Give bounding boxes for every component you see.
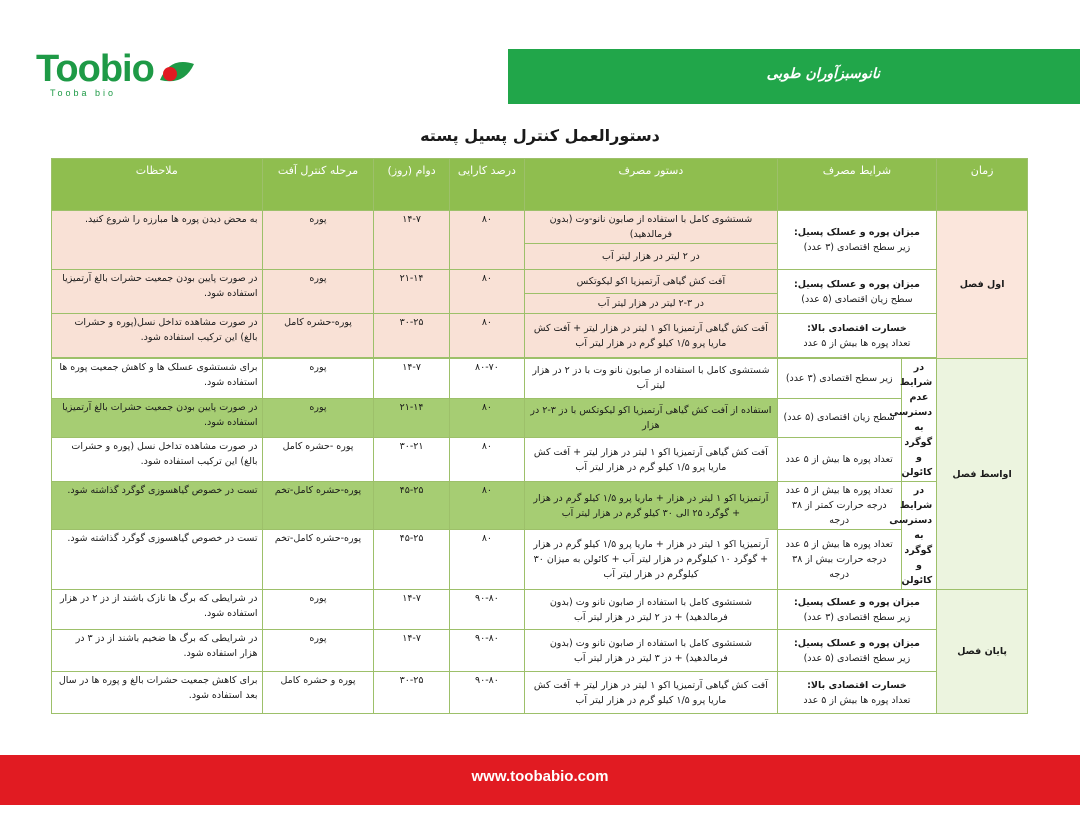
stage-cell: پوره-حشره کامل-تخم	[262, 482, 374, 530]
table-row	[52, 530, 1028, 590]
header-dose: دستور مصرف	[525, 159, 778, 211]
notes-cell: به محض دیدن پوره ها مبارزه را شروع کنید.	[52, 211, 263, 270]
table-row	[52, 359, 1028, 399]
dose-cell: آفت کش گیاهی آرتمیزیا اکو ۱ لیتر در هزار لیتر + آفت کش ماریا پرو ۱/۵ کیلو گرم در هزار لیتر آب	[525, 672, 778, 714]
efficiency-cell: ۹۰-۸۰	[449, 630, 524, 672]
efficiency-cell: ۸۰	[449, 270, 524, 314]
efficiency-cell: ۸۰	[449, 438, 524, 482]
stage-cell: پوره	[262, 590, 374, 630]
notes-cell: در شرایطی که برگ ها نازک باشند از دز ۲ در هزار استفاده شود.	[52, 590, 263, 630]
table-row	[52, 438, 1028, 482]
efficiency-cell: ۹۰-۸۰	[449, 590, 524, 630]
table-header-row	[52, 159, 1028, 211]
footer-bar	[0, 755, 1080, 805]
notes-cell: در صورت پایین بودن جمعیت حشرات بالغ آرتمیزیا استفاده شود.	[52, 398, 263, 438]
table-row	[52, 590, 1028, 630]
stage-cell: پوره و حشره کامل	[262, 672, 374, 714]
stage-cell: پوره	[262, 630, 374, 672]
page-title: دستورالعمل کنترل پسیل پسته	[420, 126, 660, 145]
website-link[interactable]: www.toobabio.com	[471, 768, 609, 785]
dose-cell: شستشوی کامل با استفاده از صابون نانو-وت (بدون فرمالدهید)	[525, 211, 778, 244]
header-time: زمان	[937, 159, 1028, 211]
efficiency-cell: ۸۰-۷۰	[449, 359, 524, 399]
condition-cell: خسارت اقتصادی بالا: تعداد پوره ها بیش از ۵ عدد	[777, 314, 937, 358]
notes-cell: تست در خصوص گیاهسوزی گوگرد گذاشته شود.	[52, 482, 263, 530]
dose-cell: شستشوی کامل با استفاده از صابون نانو وت (بدون فرمالدهید) + دز ۳ لیتر در هزار لیتر آب	[525, 630, 778, 672]
dose-cell: آفت کش گیاهی آرتمیزیا اکو ۱ لیتر در هزار لیتر + آفت کش ماریا پرو ۱/۵ کیلو گرم در هزار لیتر آب	[525, 314, 778, 358]
notes-cell: برای شستشوی عسلک ها و کاهش جمعیت پوره ها استفاده شود.	[52, 359, 263, 399]
condition-cell: تعداد پوره ها بیش از ۵ عدد	[777, 438, 901, 482]
table-row	[52, 314, 1028, 358]
condition-cell: خسارت اقتصادی بالا: تعداد پوره ها بیش از ۵ عدد	[777, 672, 937, 714]
leaf-icon	[156, 58, 196, 88]
logo-wordmark: Toobio	[36, 48, 154, 90]
dose-cell: استفاده از آفت کش گیاهی آرتمیزیا اکو لیکوتکس با دز ۳-۲ در هزار	[525, 398, 778, 438]
dose-cell: آفت کش گیاهی آرتمیزیا اکو ۱ لیتر در هزار لیتر + آفت کش ماریا پرو ۱/۵ کیلو گرم در هزار لیتر آب	[525, 438, 778, 482]
condition-cell: میزان پوره و عسلک پسیل: زیر سطح اقتصادی (۵ عدد)	[777, 630, 937, 672]
duration-cell: ۳۰-۲۱	[374, 438, 449, 482]
efficiency-cell: ۸۰	[449, 482, 524, 530]
stage-cell: پوره	[262, 270, 374, 314]
toobio-logo	[36, 50, 196, 110]
dose-cell: شستشوی کامل با استفاده از صابون نانو وت (بدون فرمالدهید) + دز ۲ لیتر در هزار لیتر آب	[525, 590, 778, 630]
header-stage: مرحله کنترل آفت	[262, 159, 374, 211]
dose-cell: در ۳-۲ لیتر در هزار لیتر آب	[525, 294, 778, 314]
table-row	[52, 672, 1028, 714]
notes-cell: تست در خصوص گیاهسوزی گوگرد گذاشته شود.	[52, 530, 263, 590]
stage-cell: پوره	[262, 211, 374, 270]
header-efficiency: درصد کارایی	[449, 159, 524, 211]
stage-cell: پوره	[262, 359, 374, 399]
duration-cell: ۱۴-۷	[374, 590, 449, 630]
table-row	[52, 398, 1028, 438]
logo-subtext: Tooba bio	[50, 88, 117, 98]
dose-cell: آرتمیزیا اکو ۱ لیتر در هزار + ماریا پرو ۱/۵ کیلو گرم در هزار + گوگرد ۲۵ الی ۳۰ کیلو گرم در هزار لیتر آب	[525, 482, 778, 530]
stage-cell: پوره	[262, 398, 374, 438]
condition-cell: میزان پوره و عسلک پسیل: سطح زیان اقتصادی (۵ عدد)	[777, 270, 937, 314]
condition-cell: زیر سطح اقتصادی (۳ عدد)	[777, 359, 901, 399]
duration-cell: ۱۴-۷	[374, 359, 449, 399]
condition-cell: تعداد پوره ها بیش از ۵ عدد درجه حرارت بیش از ۳۸ درجه	[777, 530, 901, 590]
condition-cell: میزان پوره و عسلک پسیل: زیر سطح اقتصادی (۳ عدد)	[777, 590, 937, 630]
stage-cell: پوره -حشره کامل	[262, 438, 374, 482]
efficiency-cell: ۹۰-۸۰	[449, 672, 524, 714]
notes-cell: برای کاهش جمعیت حشرات بالغ و پوره ها در سال بعد استفاده شود.	[52, 672, 263, 714]
duration-cell: ۲۱-۱۴	[374, 398, 449, 438]
condition-cell: میزان پوره و عسلک پسیل: زیر سطح اقتصادی (۳ عدد)	[777, 211, 937, 270]
brand-name: نانوسبزآوران طوبی	[766, 66, 880, 82]
table-row	[52, 482, 1028, 530]
duration-cell: ۴۵-۲۵	[374, 530, 449, 590]
header-notes: ملاحظات	[52, 159, 263, 211]
dose-cell: در ۲ لیتر در هزار لیتر آب	[525, 244, 778, 270]
table-row	[52, 630, 1028, 672]
efficiency-cell: ۸۰	[449, 211, 524, 270]
notes-cell: در صورت مشاهده تداخل نسل (پوره و حشرات بالغ) این ترکیب استفاده شود.	[52, 438, 263, 482]
stage-cell: پوره-حشره کامل	[262, 314, 374, 358]
duration-cell: ۳۰-۲۵	[374, 672, 449, 714]
brand-bar	[508, 49, 1080, 104]
notes-cell: در صورت پایین بودن جمعیت حشرات بالغ آرتمیزیا استفاده شود.	[52, 270, 263, 314]
notes-cell: در صورت مشاهده تداخل نسل(پوره و حشرات بالغ) این ترکیب استفاده شود.	[52, 314, 263, 358]
period-early: اول فصل	[937, 211, 1028, 359]
dose-cell: آرتمیزیا اکو ۱ لیتر در هزار + ماریا پرو ۱/۵ کیلو گرم در هزار + گوگرد ۱۰ کیلوگرم در هزار لیتر آب + کائولن به میزان ۳۰ کیلوگرم در هزار لیتر آب	[525, 530, 778, 590]
duration-cell: ۱۴-۷	[374, 211, 449, 270]
header-duration: دوام (روز)	[374, 159, 449, 211]
dose-cell: شستشوی کامل با استفاده از صابون نانو وت با دز ۲ در هزار لیتر آب	[525, 359, 778, 399]
condition-cell: تعداد پوره ها بیش از ۵ عدد درجه حرارت کمتر از ۳۸ درجه	[777, 482, 901, 530]
control-table	[51, 158, 1028, 714]
duration-cell: ۲۱-۱۴	[374, 270, 449, 314]
stage-cell: پوره-حشره کامل-تخم	[262, 530, 374, 590]
condition-cell: سطح زیان اقتصادی (۵ عدد)	[777, 398, 901, 438]
group-access: در شرایط دسترسی به گوگرد و کائولن	[901, 482, 936, 590]
header-condition: شرایط مصرف	[777, 159, 937, 211]
dose-cell: آفت کش گیاهی آرتمیزیا اکو لیکوتکس	[525, 270, 778, 294]
notes-cell: در شرایطی که برگ ها ضخیم باشند از دز ۳ در هزار استفاده شود.	[52, 630, 263, 672]
period-late: پایان فصل	[937, 590, 1028, 714]
duration-cell: ۳۰-۲۵	[374, 314, 449, 358]
period-mid: اواسط فصل	[937, 359, 1028, 590]
efficiency-cell: ۸۰	[449, 314, 524, 358]
group-no-access: در شرایط عدم دسترسی به گوگرد و کائولن	[901, 359, 936, 482]
efficiency-cell: ۸۰	[449, 398, 524, 438]
duration-cell: ۴۵-۲۵	[374, 482, 449, 530]
table-row	[52, 211, 1028, 244]
efficiency-cell: ۸۰	[449, 530, 524, 590]
duration-cell: ۱۴-۷	[374, 630, 449, 672]
table-row	[52, 270, 1028, 294]
